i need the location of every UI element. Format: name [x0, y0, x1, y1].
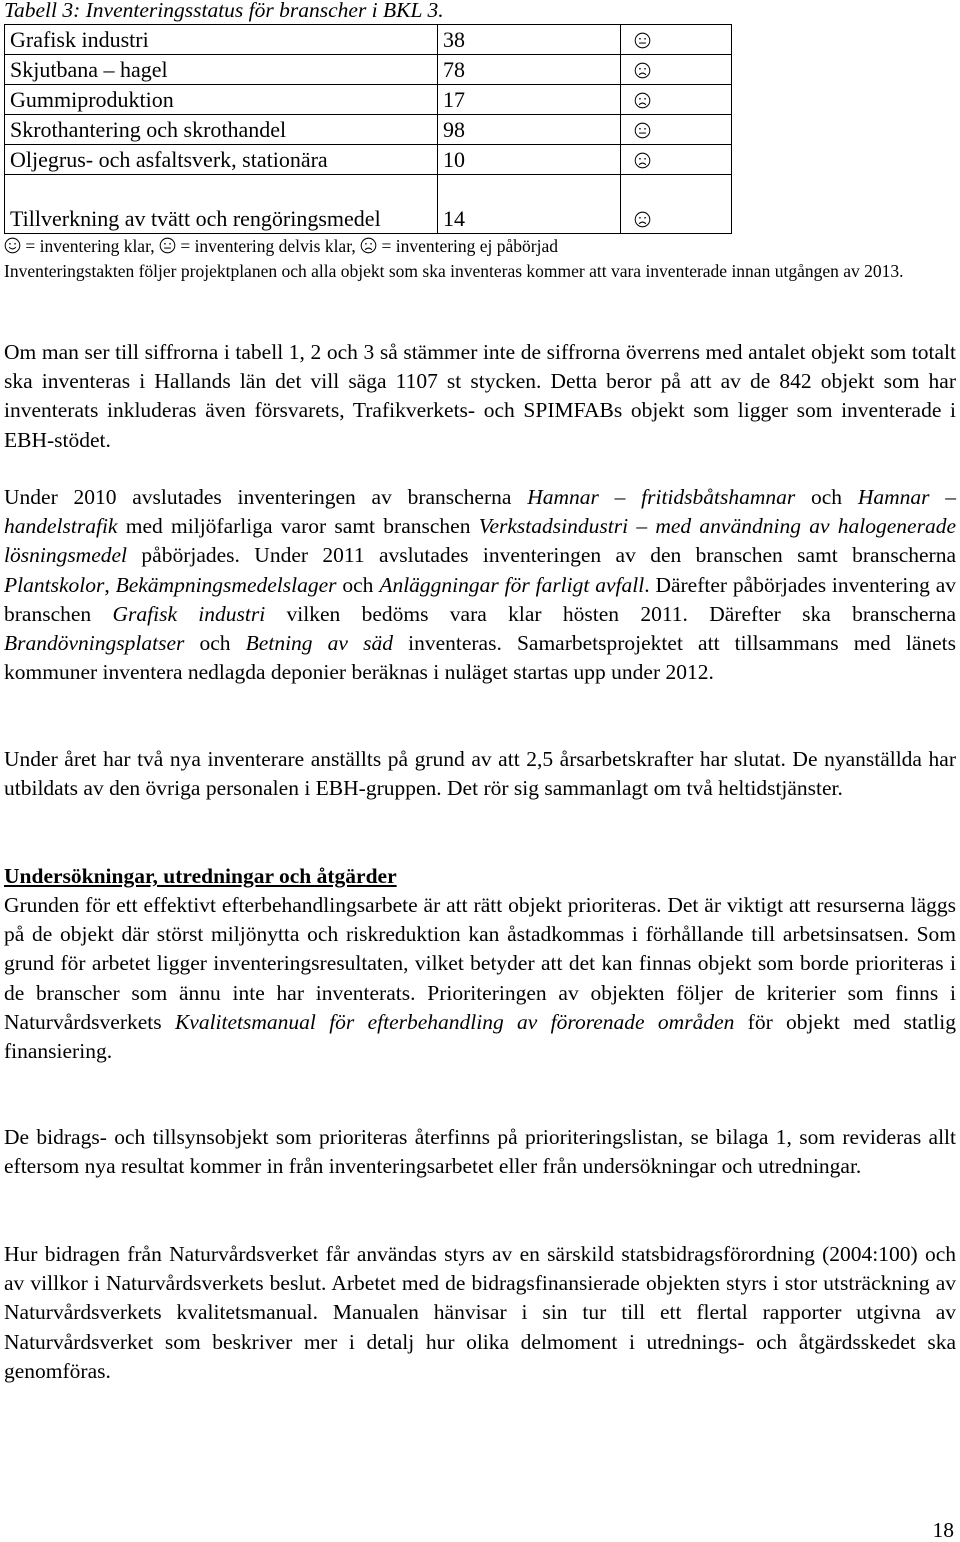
- object-count: 10: [438, 145, 621, 175]
- sad-face-icon: [634, 152, 651, 169]
- paragraph-inventory-progress: Under 2010 avslutades inventeringen av branscherna Hamnar – fritidsbåtshamnar och Hamnar – handelstrafik med miljöfarliga varor samt branschen Verkstadsindustri – med användning av halogenerade lösningsmedel påbörjades. Under 2011 avslutades inventeringen av den branschen samt branscherna Plantskolor, Bekämpningsmedelslager och Anläggningar för farligt avfall. Därefter påbörjades inventering av branschen Grafisk industri vilken bedöms vara klar hösten 2011. Därefter ska branscherna Brandövningsplatser och Betning av säd inventeras. Samarbetsprojektet att tillsammans med länets kommuner inventera nedlagda deponier beräknas i nuläget startas upp under 2012.: [4, 485, 957, 685]
- legend-happy-text: = inventering klar,: [21, 236, 159, 256]
- industry-name: Skjutbana – hagel: [5, 55, 438, 85]
- status-cell: [621, 55, 732, 85]
- neutral-face-icon: [159, 237, 176, 254]
- table-note: Inventeringstakten följer projektplanen och alla objekt som ska inventeras kommer att vara inventerade innan utgången av 2013.: [4, 261, 904, 281]
- status-legend: [4, 234, 558, 258]
- section-heading: Undersökningar, utredningar och åtgärder: [4, 864, 397, 888]
- table-row: [5, 25, 732, 55]
- sad-face-icon: [634, 211, 651, 228]
- object-count: 14: [438, 175, 621, 234]
- table-row: [5, 85, 732, 115]
- paragraph-priority-list: De bidrags- och tillsynsobjekt som prioriteras återfinns på prioriteringslistan, se bilaga 1, som revideras allt eftersom nya resultat kommer in från inventeringsarbetet eller från undersökningar och utredningar.: [4, 1125, 956, 1179]
- sad-face-icon: [634, 92, 651, 109]
- sad-face-icon: [634, 62, 651, 79]
- neutral-face-icon: [634, 122, 651, 139]
- status-cell: [621, 175, 732, 234]
- object-count: 98: [438, 115, 621, 145]
- table-row: [5, 55, 732, 85]
- paragraph-figures: Om man ser till siffrorna i tabell 1, 2 och 3 så stämmer inte de siffrorna överrens med antalet objekt som totalt ska inventeras i Hallands län det vill säga 1107 st stycken. Detta beror på att av de 842 objekt som har inventerats inkluderas även försvarets, Trafikverkets- och SPIMFABs objekt som ligger som inventerade i EBH-stödet.: [4, 340, 956, 452]
- industry-name: Skrothantering och skrothandel: [5, 115, 438, 145]
- neutral-face-icon: [634, 32, 651, 49]
- legend-sad-text: = inventering ej påbörjad: [377, 236, 559, 256]
- industry-name: Tillverkning av tvätt och rengöringsmedel: [5, 175, 438, 234]
- happy-face-icon: [4, 237, 21, 254]
- table-row: [5, 115, 732, 145]
- industry-name: Grafisk industri: [5, 25, 438, 55]
- status-cell: [621, 115, 732, 145]
- status-cell: [621, 145, 732, 175]
- paragraph-prioritization: Grunden för ett effektivt efterbehandlingsarbete är att rätt objekt prioriteras. Det är viktigt att resurserna läggs på de objekt där störst miljönytta och riskreduktion kan åstadkommas i förhållande till arbetsinsatsen. Som grund för arbetet ligger inventeringsresultaten, vilket betyder att det kan finnas objekt som borde prioriteras i de branscher som ännu inte har inventerats. Prioriteringen av objekten följer de kriterier som finns i Naturvårdsverkets Kvalitetsmanual för efterbehandling av förorenade områden för objekt med statlig finansiering.: [4, 893, 957, 1064]
- status-cell: [621, 85, 732, 115]
- page-number: 18: [932, 1518, 954, 1542]
- paragraph-grants: Hur bidragen från Naturvårdsverket får användas styrs av en särskild statsbidragsförordning (2004:100) och av villkor i Naturvårdsverkets beslut. Arbetet med de bidragsfinansierade objekten styrs i stor utsträckning av Naturvårdsverkets kvalitetsmanual. Manualen hänvisar i sin tur till ett flertal rapporter utgivna av Naturvårdsverket som beskriver mer i detalj hur olika delmoment i utrednings- och åtgärdsskedet ska genomföras.: [4, 1242, 956, 1383]
- inventory-table: [4, 24, 732, 234]
- object-count: 38: [438, 25, 621, 55]
- sad-face-icon: [360, 237, 377, 254]
- industry-name: Gummiproduktion: [5, 85, 438, 115]
- table-caption: Tabell 3: Inventeringsstatus för branscher i BKL 3.: [4, 0, 444, 22]
- legend-neutral-text: = inventering delvis klar,: [175, 236, 361, 256]
- table-row: [5, 145, 732, 175]
- table-row: [5, 175, 732, 234]
- industry-name: Oljegrus- och asfaltsverk, stationära: [5, 145, 438, 175]
- status-cell: [621, 25, 732, 55]
- object-count: 78: [438, 55, 621, 85]
- object-count: 17: [438, 85, 621, 115]
- paragraph-staffing: Under året har två nya inventerare anställts på grund av att 2,5 årsarbetskrafter har slutat. De nyanställda har utbildats av den övriga personalen i EBH-gruppen. Det rör sig sammanlagt om två heltidstjänster.: [4, 747, 956, 801]
